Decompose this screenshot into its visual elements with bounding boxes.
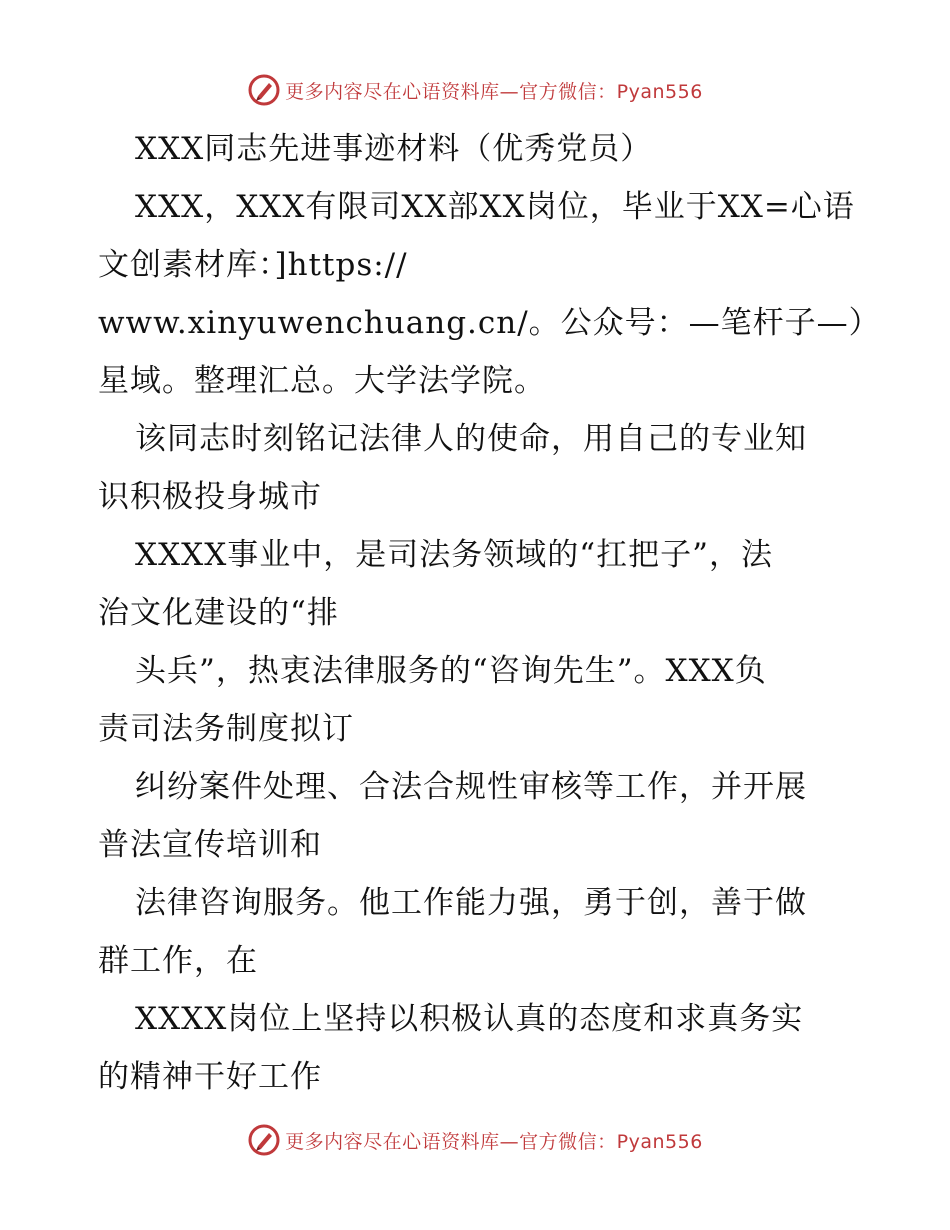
paragraph-line: 责司法务制度拟订 xyxy=(98,711,354,747)
paragraph-line: XXX，XXX有限司XX部XX岗位，毕业于XX=心语 xyxy=(135,189,855,225)
document-title-line: XXX同志先进事迹材料（优秀党员） xyxy=(135,131,653,167)
paragraph-line: 纠纷案件处理、合法合规性审核等工作，并开展 xyxy=(135,769,807,805)
watermark-text: 更多内容尽在心语资料库—官方微信：Pyan556 xyxy=(285,80,703,103)
paragraph-line: 头兵”，热衷法律服务的“咨询先生”。XXX负 xyxy=(135,653,767,689)
pen-logo-icon xyxy=(247,73,281,107)
header-watermark-banner xyxy=(0,70,950,110)
paragraph-line: 文创素材库：]https:// xyxy=(98,247,408,283)
paragraph-line: 的精神干好工作 xyxy=(98,1059,322,1095)
footer-watermark-banner xyxy=(0,1120,950,1160)
paragraph-line: 星域。整理汇总。大学法学院。 xyxy=(98,363,546,399)
paragraph-line: 群工作，在 xyxy=(98,943,258,979)
document-body xyxy=(98,120,881,1106)
paragraph-line: 治文化建设的“排 xyxy=(98,595,339,631)
paragraph-line: 识积极投身城市 xyxy=(98,479,322,515)
pen-logo-icon xyxy=(247,1123,281,1157)
paragraph-line: 该同志时刻铭记法律人的使命，用自己的专业知 xyxy=(135,421,807,457)
paragraph-line: 法律咨询服务。他工作能力强，勇于创，善于做 xyxy=(135,885,807,921)
paragraph-line: XXXX事业中，是司法务领域的“扛把子”，法 xyxy=(135,537,773,573)
paragraph-line: XXXX岗位上坚持以积极认真的态度和求真务实 xyxy=(135,1001,804,1037)
paragraph-line: www.xinyuwenchuang.cn/。公众号：—笔杆子—） xyxy=(98,305,881,341)
paragraph-line: 普法宣传培训和 xyxy=(98,827,322,863)
watermark-text: 更多内容尽在心语资料库—官方微信：Pyan556 xyxy=(285,1130,703,1153)
